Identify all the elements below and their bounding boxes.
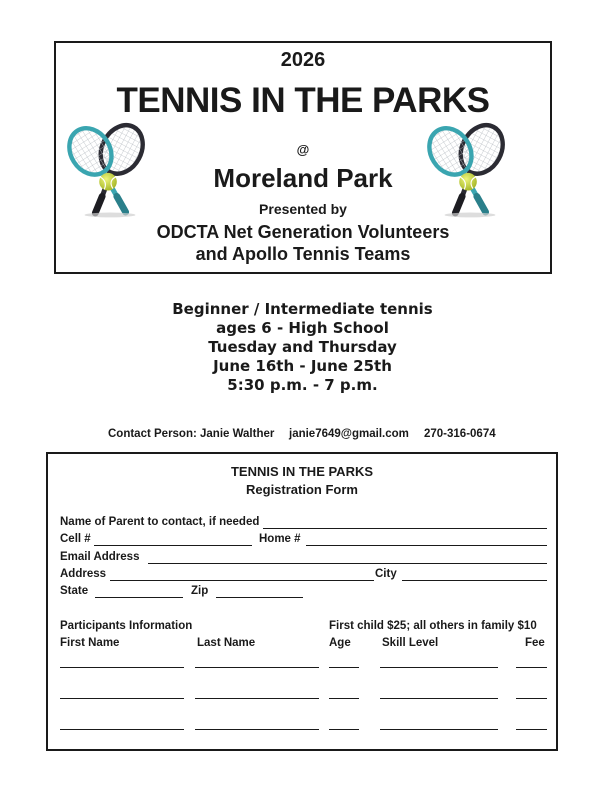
age-field[interactable] [329, 729, 359, 730]
cell-field[interactable] [94, 545, 252, 546]
form-title: TENNIS IN THE PARKS [230, 464, 374, 479]
tennis-rackets-icon [425, 119, 513, 219]
program-ages: ages 6 - High School [216, 319, 389, 337]
last-name-field[interactable] [195, 667, 319, 668]
participants-label: Participants Information [60, 620, 193, 632]
skill-level-field[interactable] [380, 667, 498, 668]
state-field[interactable] [95, 597, 183, 598]
column-fee: Fee [525, 637, 545, 649]
park-name: Moreland Park [213, 163, 393, 193]
tennis-rackets-icon [65, 119, 153, 219]
parent-name-field[interactable] [263, 528, 547, 529]
email-label: Email Address [60, 551, 140, 563]
organizer-line-2: and Apollo Tennis Teams [195, 244, 411, 264]
fee-field[interactable] [516, 729, 547, 730]
skill-level-field[interactable] [380, 698, 498, 699]
program-time: 5:30 p.m. - 7 p.m. [227, 376, 378, 394]
registration-form [46, 452, 558, 751]
first-name-field[interactable] [60, 667, 184, 668]
age-field[interactable] [329, 698, 359, 699]
column-last-name: Last Name [197, 637, 256, 649]
presented-by-label: Presented by [259, 201, 347, 217]
city-field[interactable] [402, 580, 547, 581]
zip-label: Zip [191, 585, 209, 597]
state-label: State [60, 585, 89, 597]
contact-person: Contact Person: Janie Walther [108, 428, 275, 440]
event-title: TENNIS IN THE PARKS [116, 81, 490, 120]
email-field[interactable] [148, 563, 547, 564]
city-label: City [375, 568, 397, 580]
parent-name-label: Name of Parent to contact, if needed [60, 516, 260, 528]
event-header-box [54, 41, 552, 274]
fee-field[interactable] [516, 698, 547, 699]
home-phone-field[interactable] [306, 545, 547, 546]
program-level: Beginner / Intermediate tennis [172, 300, 433, 318]
home-label: Home # [259, 533, 301, 545]
contact-email: janie7649@gmail.com [289, 428, 409, 440]
organizer-line-1: ODCTA Net Generation Volunteers [156, 222, 450, 242]
zip-field[interactable] [216, 597, 303, 598]
last-name-field[interactable] [195, 729, 319, 730]
fee-field[interactable] [516, 667, 547, 668]
contact-line [108, 428, 274, 440]
at-symbol: @ [296, 142, 310, 157]
cell-label: Cell # [60, 533, 91, 545]
address-field[interactable] [110, 580, 374, 581]
contact-phone: 270-316-0674 [424, 428, 496, 440]
first-name-field[interactable] [60, 698, 184, 699]
skill-level-field[interactable] [380, 729, 498, 730]
address-label: Address [60, 568, 107, 580]
form-subtitle: Registration Form [246, 482, 358, 497]
program-days: Tuesday and Thursday [208, 338, 397, 356]
program-dates: June 16th - June 25th [213, 357, 392, 375]
fee-note: First child $25; all others in family $10 [329, 620, 537, 632]
first-name-field[interactable] [60, 729, 184, 730]
column-first-name: First Name [60, 637, 120, 649]
event-year: 2026 [280, 49, 326, 71]
age-field[interactable] [329, 667, 359, 668]
column-age: Age [329, 637, 351, 649]
last-name-field[interactable] [195, 698, 319, 699]
column-skill-level: Skill Level [382, 637, 439, 649]
